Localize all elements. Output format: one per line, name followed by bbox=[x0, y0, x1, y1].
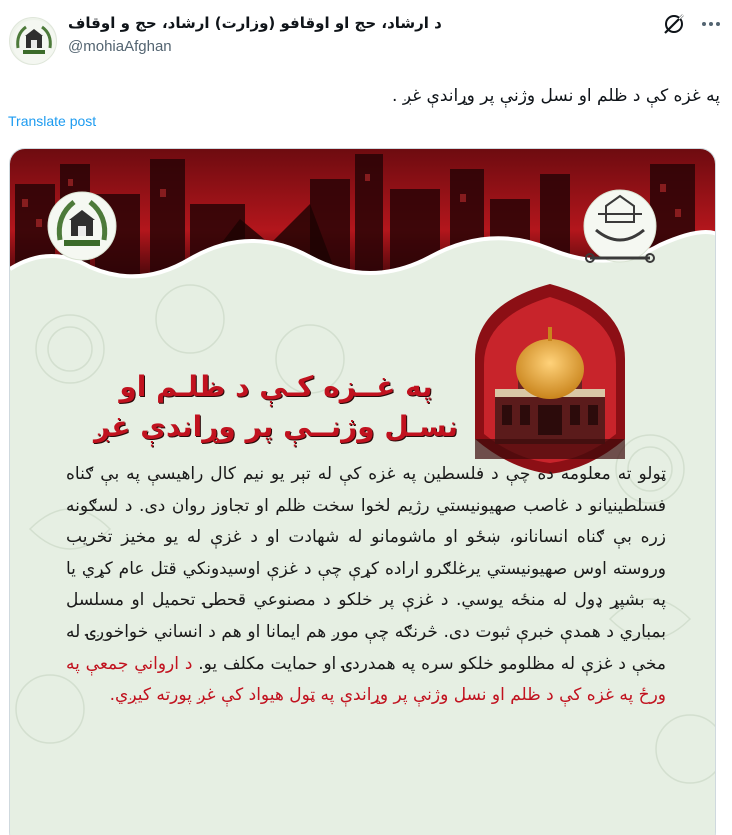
post-header bbox=[0, 0, 732, 70]
poster-body-text bbox=[66, 459, 666, 712]
post-text: په غزه کې د ظلم او نسل وژنې پر وړاندې غږ . bbox=[392, 86, 720, 106]
emblem-icon bbox=[10, 18, 57, 65]
poster-body-paragraph: ټولو ته معلومه ده چې د فلسطين په غزه کې له تېر يو نيم کال راهيسې په بې ګناه فسلطينيانو د غاصب صهيونيستي رژيم لخوا سخت ظلم او تجاوز روان دی. د لسګونه زره بې ګناه انسانانو، ښځو او ماشومانو له شهادت او د غزې له يو مخيز تخريب وروسته اوس صهيونيستي يرغلګرو اراده کړې چې د غزې اوسيدونکي قتل عام کړي يا په بشپړ ډول له منځه يوسي. د غزې پر خلکو د مصنوعي قحطۍ تحميل او مسلسل بمباري د همدې خبرې ثبوت دی. څرنګه چې موږ هم ايمانا او هم د انساني خواخوږۍ له مخې د غزې له مظلومو خلکو سره په همدردۍ او حمايت مکلف يو. bbox=[66, 464, 666, 674]
user-handle[interactable]: @mohiaAfghan bbox=[68, 38, 172, 55]
poster-title bbox=[66, 367, 486, 447]
poster-body-highlight: د ارواني جمعې په ورځ په غزه کې د ظلم او نسل وژنې پر وړاندې په ټول هيواد کې غږ پورته کيږي. bbox=[66, 653, 666, 706]
poster-title-line-1: په غــزه کـې د ظلـم او bbox=[119, 370, 433, 403]
avatar[interactable] bbox=[9, 17, 57, 65]
grok-icon[interactable] bbox=[660, 10, 688, 38]
display-name[interactable]: د ارشاد، حج او اوقافو (وزارت) ارشاد، حج و اوقاف bbox=[68, 14, 442, 32]
poster-title-line-2: نسـل وژنــې پر وړاندې غږ bbox=[93, 410, 458, 443]
post-image[interactable] bbox=[9, 148, 716, 835]
more-options-icon[interactable] bbox=[699, 10, 723, 38]
translate-post-link[interactable]: Translate post bbox=[8, 113, 97, 129]
